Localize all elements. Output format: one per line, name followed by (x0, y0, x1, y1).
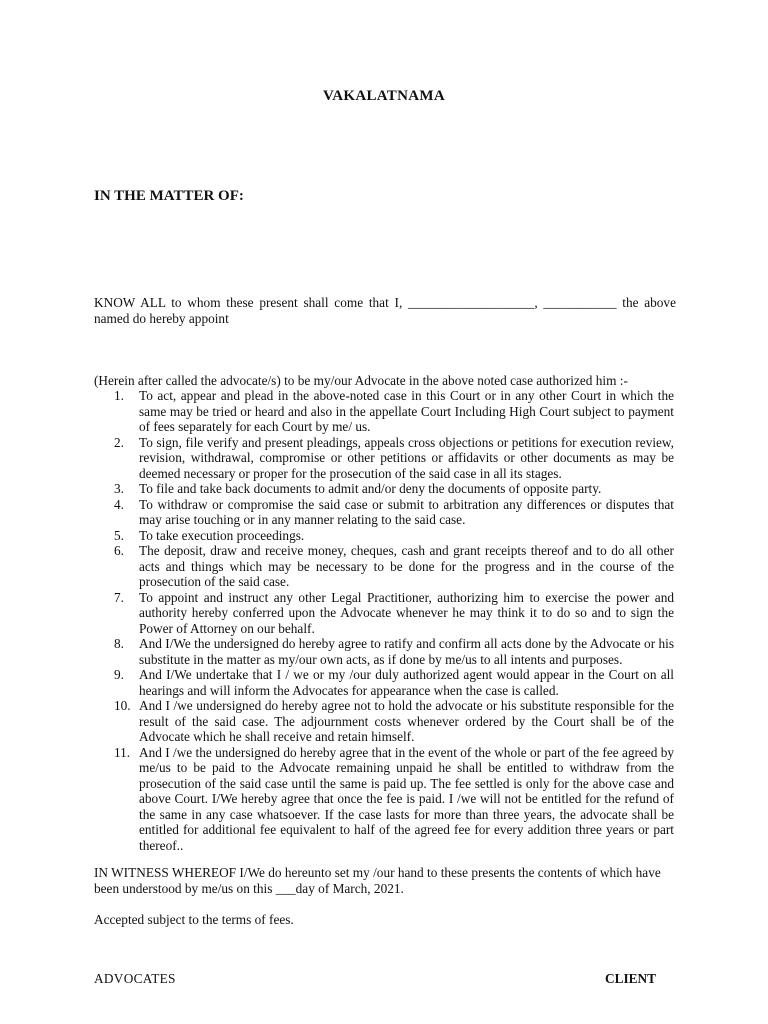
list-item-text: And I /we undersigned do hereby agree not to hold the advocate or his substitute responsible for the result of the said case. The adjournment costs whenever ordered by the Court shall be of the Advocate which he shall receive and retain himself. (139, 698, 674, 744)
accepted-note: Accepted subject to the terms of fees. (94, 912, 294, 927)
advocates-signature-label: ADVOCATES (94, 971, 176, 986)
list-item-text: To withdraw or compromise the said case or submit to arbitration any differences or disputes that may arise touching or in any manner relating to the said case. (139, 496, 674, 527)
list-item-text: To sign, file verify and present pleadings, appeals cross objections or petitions for execution review, revision, withdrawal, compromise or other petitions or affidavits or other documents as may be deemed necessary or proper for the prosecution of the said case in all its stages. (139, 434, 674, 481)
list-item (94, 528, 674, 544)
list-item-number: 1. (114, 388, 124, 403)
list-item (94, 745, 674, 854)
list-item-text: And I/We undertake that I / we or my /our duly authorized agent would appear in the Court on all hearings and will inform the Advocates for appearance when the case is called. (139, 667, 674, 698)
list-item-text: To act, appear and plead in the above-noted case in this Court or in any other Court in which the same may be tried or heard and also in the appellate Court Including High Court subject to payment of fees separately for each Court by me/ us. (139, 388, 674, 434)
list-item (94, 497, 674, 528)
list-item-text: To take execution proceedings. (139, 527, 305, 543)
list-item-text: To file and take back documents to admit and/or deny the documents of opposite party. (139, 481, 602, 496)
list-item-number: 3. (114, 481, 124, 496)
list-item (94, 636, 674, 667)
document-title: VAKALATNAMA (323, 88, 445, 104)
list-item (94, 481, 674, 497)
list-item-text: And I/We the undersigned do hereby agree to ratify and confirm all acts done by the Advocate or his substitute in the matter as my/our own acts, as if done by me/us to all intents and purposes. (139, 636, 674, 667)
list-item (94, 590, 674, 637)
list-item-text: And I /we the undersigned do hereby agree that in the event of the whole or part of the fee agreed by me/us to be paid to the Advocate remaining unpaid he shall be entitled to withdraw from the prosecution of the said case until the same is paid up. The fee settled is only for the above case and above Court. I/We hereby agree that once the fee is paid. I /we will not be entitled for the refund of the same in any case whatsoever. If the case lasts for more than three years, the advocate shall be entitled for additional fee equivalent to half of the agreed fee for every addition three years or part thereof.. (139, 744, 674, 853)
list-item-number: 10. (114, 698, 131, 713)
list-item-number: 4. (114, 496, 124, 512)
list-item (94, 543, 674, 590)
list-item-text: To appoint and instruct any other Legal Practitioner, authorizing him to exercise the power and authority hereby conferred upon the Advocate whenever he may think it to do so and to sign the Power of Attorney on our behalf. (139, 589, 674, 636)
know-all-paragraph: KNOW ALL to whom these present shall come that I, ___________________, ___________ the above named do hereby appoint (94, 295, 676, 326)
list-item-number: 8. (114, 636, 124, 651)
list-item-text: The deposit, draw and receive money, cheques, cash and grant receipts thereof and to do all other acts and things which may be necessary to be done for the progress and in the course of the prosecution of the said case. (139, 543, 674, 589)
list-item-number: 11. (114, 744, 131, 760)
list-item-number: 6. (114, 543, 124, 558)
witness-paragraph: IN WITNESS WHEREOF I/We do hereunto set my /our hand to these presents the contents of which have been understood by me/us on this ___day of March, 2021. (94, 865, 661, 896)
authorization-list (94, 388, 674, 853)
list-item (94, 435, 674, 482)
matter-heading: IN THE MATTER OF: (94, 188, 244, 204)
client-signature-label: CLIENT (605, 971, 656, 986)
list-item-number: 7. (114, 589, 124, 605)
list-item (94, 667, 674, 698)
list-item (94, 698, 674, 745)
list-item-number: 9. (114, 667, 124, 682)
herein-paragraph: (Herein after called the advocate/s) to be my/our Advocate in the above noted case authorized him :- (94, 373, 628, 388)
list-item (94, 388, 674, 435)
list-item-number: 2. (114, 434, 124, 450)
list-item-number: 5. (114, 527, 124, 543)
